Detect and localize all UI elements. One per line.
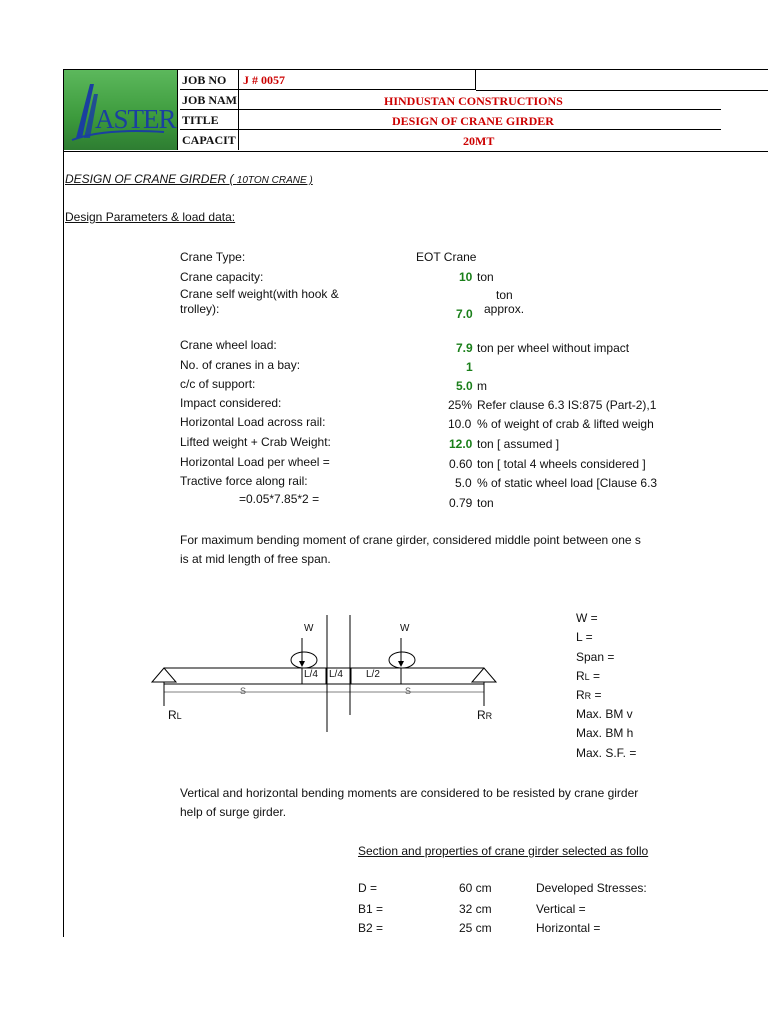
paragraph-line: Vertical and horizontal bending moments are considered to be resisted by crane girder <box>180 786 639 800</box>
param-value: 25% <box>448 398 473 412</box>
load-label-right: W <box>400 623 410 634</box>
section-label: D = <box>358 881 378 895</box>
logo <box>64 70 178 150</box>
param-value: 1 <box>466 360 473 374</box>
paragraph-line: For maximum bending moment of crane girder, considered middle point between one s <box>180 533 641 547</box>
title-label: TITLE <box>180 110 238 130</box>
param-value: 7.9 <box>456 341 473 355</box>
param-value: 0.79 <box>449 496 473 510</box>
param-label: Crane Type: <box>180 250 246 264</box>
section-note: Developed Stresses: <box>536 881 647 895</box>
title-value-cell <box>239 110 721 130</box>
logo-text: ASTER <box>95 104 176 134</box>
param-value: 5.0 <box>455 476 472 490</box>
paragraph-line: is at mid length of free span. <box>180 552 331 566</box>
param-label: Horizontal Load across rail: <box>180 415 326 429</box>
param-label: No. of cranes in a bay: <box>180 358 301 372</box>
section-label: B1 = <box>358 902 384 916</box>
param-label: Lifted weight + Crab Weight: <box>180 435 331 449</box>
section-note: Horizontal = <box>536 921 601 935</box>
job-no-value: J # 0057 <box>243 73 285 87</box>
result-label: Max. S.F. = <box>576 746 637 760</box>
param-unit: % of static wheel load [Clause 6.3 <box>477 476 658 490</box>
section-value: 25 cm <box>459 921 492 935</box>
section-note: Vertical = <box>536 902 586 916</box>
param-label: Crane wheel load: <box>180 338 277 352</box>
param-unit: ton per wheel without impact <box>477 341 630 355</box>
param-label-cont: trolley): <box>180 302 220 316</box>
param-label: =0.05*7.85*2 = <box>239 492 320 506</box>
result-label: L = <box>576 630 593 644</box>
param-unit: EOT Crane <box>416 250 477 264</box>
param-unit: ton <box>477 496 494 510</box>
result-label: RL = <box>576 669 601 683</box>
span-label-right: S <box>405 686 412 696</box>
result-label: W = <box>576 611 598 625</box>
param-value: 12.0 <box>449 437 473 451</box>
param-label: Impact considered: <box>180 396 282 410</box>
param-unit: ton <box>477 270 494 284</box>
job-name-value-cell <box>239 90 721 110</box>
param-value: 7.0 <box>456 307 473 321</box>
param-unit: Refer clause 6.3 IS:875 (Part-2),1 <box>477 398 657 412</box>
design-params-heading: Design Parameters & load data: <box>65 210 236 224</box>
param-value: 10.0 <box>448 417 472 431</box>
section-value: 60 cm <box>459 881 492 895</box>
capacity-label: CAPACIT <box>182 133 236 147</box>
param-unit: m <box>477 379 487 393</box>
param-label: Tractive force along rail: <box>180 474 308 488</box>
param-value: 0.60 <box>449 457 473 471</box>
paragraph-line: help of surge girder. <box>180 805 287 819</box>
section-value: 32 cm <box>459 902 492 916</box>
result-label: Max. BM h <box>576 726 634 740</box>
job-name-value: HINDUSTAN CONSTRUCTIONS <box>384 94 563 108</box>
header-block <box>63 69 768 152</box>
section-label: B2 = <box>358 921 384 935</box>
title-value: DESIGN OF CRANE GIRDER <box>392 114 554 128</box>
param-unit: % of weight of crab & lifted weigh <box>477 417 654 431</box>
param-value: 10 <box>459 270 473 284</box>
param-unit: ton [ total 4 wheels considered ] <box>477 457 646 471</box>
param-unit: ton [ assumed ] <box>477 437 560 451</box>
param-label: Crane capacity: <box>180 270 264 284</box>
param-label: Horizontal Load per wheel = <box>180 455 330 469</box>
result-label: RR = <box>576 688 602 702</box>
page-heading: DESIGN OF CRANE GIRDER ( 10TON CRANE ) <box>65 172 313 186</box>
segment-label-1: L/4 <box>304 669 318 680</box>
capacity-value-cell <box>239 130 721 150</box>
left-reaction-label: RL <box>168 708 182 722</box>
result-label: Max. BM v <box>576 707 633 721</box>
segment-label-3: L/2 <box>366 669 380 680</box>
span-label-left: S <box>240 686 247 696</box>
job-no-value-cell <box>239 70 476 90</box>
job-name-label: JOB NAM <box>180 90 238 110</box>
param-unit-cont: approx. <box>484 302 525 316</box>
capacity-value: 20MT <box>463 134 495 148</box>
param-unit: ton <box>496 288 513 302</box>
section-title: Section and properties of crane girder selected as follo <box>358 844 649 858</box>
right-reaction-label: RR <box>477 708 493 722</box>
load-label-left: W <box>304 623 314 634</box>
segment-label-2: L/4 <box>329 669 343 680</box>
param-label: c/c of support: <box>180 377 256 391</box>
job-no-label: JOB NO <box>180 70 238 90</box>
param-label: Crane self weight(with hook & <box>180 287 339 301</box>
left-border <box>63 152 64 937</box>
result-label: Span = <box>576 650 615 664</box>
param-value: 5.0 <box>456 379 473 393</box>
